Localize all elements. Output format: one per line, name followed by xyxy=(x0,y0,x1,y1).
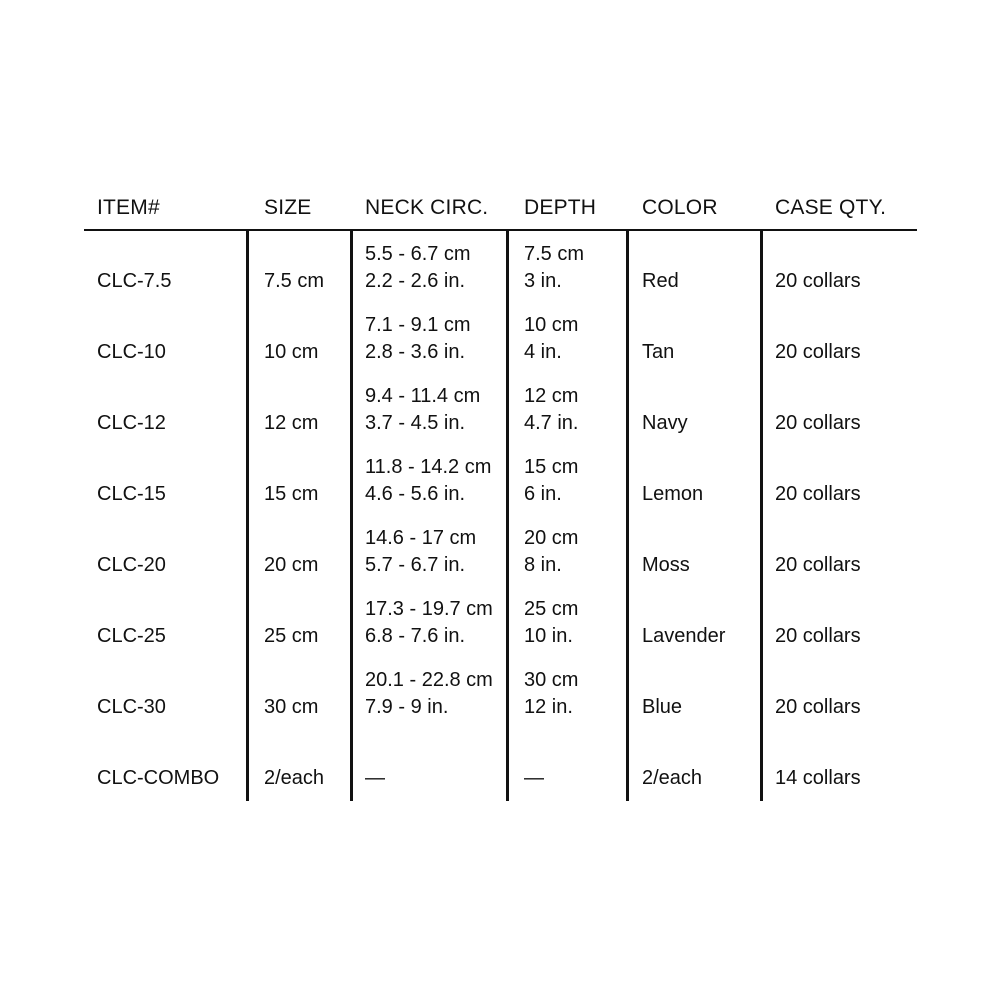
header-neck-circ: NECK CIRC. xyxy=(365,196,489,219)
cell-color: Tan xyxy=(642,341,675,363)
column-divider xyxy=(506,230,509,801)
cell-depth-metric: 7.5 cm xyxy=(524,243,585,265)
cell-case-qty: 20 collars xyxy=(775,483,861,505)
cell-depth-imperial: 12 in. xyxy=(524,696,573,718)
cell-depth-imperial: 8 in. xyxy=(524,554,562,576)
cell-neck-circ-metric: 9.4 - 11.4 cm xyxy=(365,385,481,407)
cell-item: CLC-15 xyxy=(97,483,166,505)
cell-depth-metric: 20 cm xyxy=(524,527,579,549)
cell-size: 25 cm xyxy=(264,625,319,647)
cell-item: CLC-25 xyxy=(97,625,166,647)
cell-item: CLC-COMBO xyxy=(97,767,220,789)
cell-neck-circ-imperial: 6.8 - 7.6 in. xyxy=(365,625,466,647)
cell-color: Lavender xyxy=(642,625,726,647)
cell-size: 20 cm xyxy=(264,554,319,576)
cell-case-qty: 20 collars xyxy=(775,625,861,647)
column-divider xyxy=(760,230,763,801)
cell-color: Red xyxy=(642,270,679,292)
cell-neck-circ-imperial: 3.7 - 4.5 in. xyxy=(365,412,466,434)
cell-depth-imperial: 10 in. xyxy=(524,625,573,647)
cell-depth-imperial: — xyxy=(524,767,544,789)
cell-case-qty: 20 collars xyxy=(775,554,861,576)
cell-depth-metric: 30 cm xyxy=(524,669,579,691)
cell-depth-imperial: 3 in. xyxy=(524,270,562,292)
cell-color: Navy xyxy=(642,412,688,434)
cell-case-qty: 20 collars xyxy=(775,412,861,434)
cell-size: 2/each xyxy=(264,767,325,789)
cell-neck-circ-imperial: 4.6 - 5.6 in. xyxy=(365,483,466,505)
cell-item: CLC-7.5 xyxy=(97,270,172,292)
cell-case-qty: 20 collars xyxy=(775,341,861,363)
cell-depth-imperial: 6 in. xyxy=(524,483,562,505)
cell-size: 12 cm xyxy=(264,412,319,434)
cell-neck-circ-imperial: 2.8 - 3.6 in. xyxy=(365,341,466,363)
cell-neck-circ-imperial: 7.9 - 9 in. xyxy=(365,696,449,718)
cell-depth-metric: 12 cm xyxy=(524,385,579,407)
column-divider xyxy=(246,230,249,801)
cell-neck-circ-metric: 17.3 - 19.7 cm xyxy=(365,598,493,620)
cell-depth-metric: 15 cm xyxy=(524,456,579,478)
header-case-qty: CASE QTY. xyxy=(775,196,887,219)
cell-case-qty: 14 collars xyxy=(775,767,861,789)
cell-neck-circ-imperial: 5.7 - 6.7 in. xyxy=(365,554,466,576)
cell-neck-circ-metric: 11.8 - 14.2 cm xyxy=(365,456,492,478)
cell-color: Blue xyxy=(642,696,683,718)
cell-neck-circ-metric: 20.1 - 22.8 cm xyxy=(365,669,493,691)
cell-neck-circ-imperial: — xyxy=(365,767,385,789)
header-depth: DEPTH xyxy=(524,196,597,219)
column-divider xyxy=(626,230,629,801)
cell-size: 7.5 cm xyxy=(264,270,325,292)
cell-size: 10 cm xyxy=(264,341,319,363)
header-divider xyxy=(84,229,917,231)
cell-size: 30 cm xyxy=(264,696,319,718)
cell-size: 15 cm xyxy=(264,483,319,505)
cell-case-qty: 20 collars xyxy=(775,270,861,292)
cell-depth-metric: 25 cm xyxy=(524,598,579,620)
cell-depth-metric: 10 cm xyxy=(524,314,579,336)
cell-item: CLC-30 xyxy=(97,696,166,718)
header-color: COLOR xyxy=(642,196,718,219)
column-divider xyxy=(350,230,353,801)
header-item: ITEM# xyxy=(97,196,160,219)
cell-color: Moss xyxy=(642,554,690,576)
cell-color: 2/each xyxy=(642,767,703,789)
cell-item: CLC-10 xyxy=(97,341,166,363)
header-size: SIZE xyxy=(264,196,312,219)
cell-neck-circ-metric: 5.5 - 6.7 cm xyxy=(365,243,471,265)
cell-case-qty: 20 collars xyxy=(775,696,861,718)
cell-item: CLC-20 xyxy=(97,554,166,576)
cell-color: Lemon xyxy=(642,483,704,505)
cell-item: CLC-12 xyxy=(97,412,166,434)
cell-neck-circ-imperial: 2.2 - 2.6 in. xyxy=(365,270,466,292)
cell-neck-circ-metric: 14.6 - 17 cm xyxy=(365,527,477,549)
cell-depth-imperial: 4.7 in. xyxy=(524,412,579,434)
cell-neck-circ-metric: 7.1 - 9.1 cm xyxy=(365,314,471,336)
cell-depth-imperial: 4 in. xyxy=(524,341,562,363)
